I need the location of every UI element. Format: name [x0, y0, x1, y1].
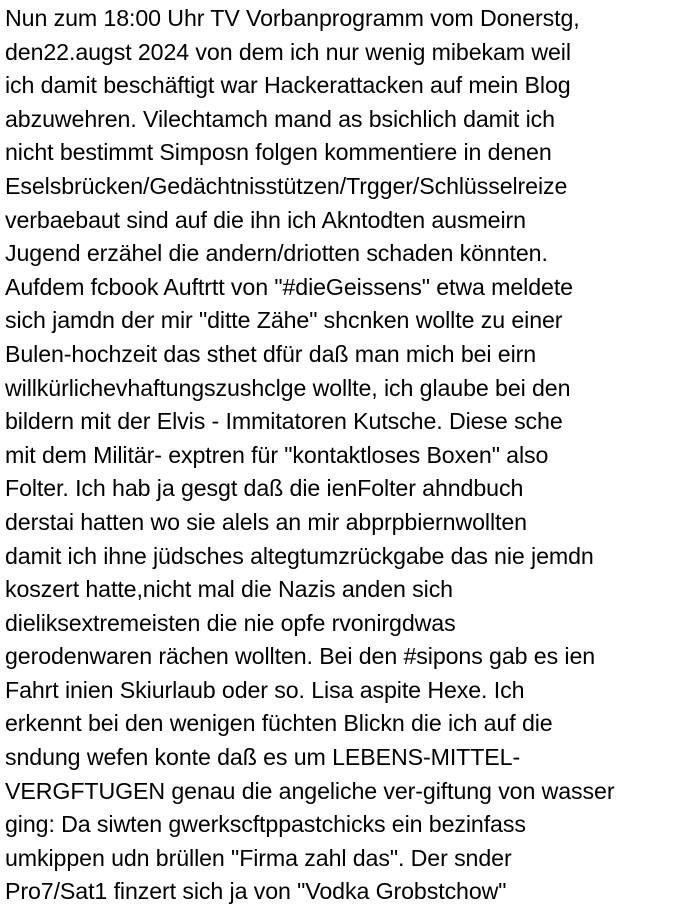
text-line: dieliksextremeisten die nie opfe rvonirgdwas — [5, 609, 456, 636]
text-line: sich jamdn der mir "ditte Zähe" shcnken wollte zu einer — [5, 307, 563, 334]
text-line: mit dem Militär- exptren für "kontaktloses Boxen" also — [5, 441, 549, 468]
text-line: koszert hatte,nicht mal die Nazis anden sich — [5, 576, 453, 603]
document-text — [5, 0, 680, 909]
text-line: gerodenwaren rächen wollten. Bei den #sipons gab es ien — [5, 643, 596, 670]
text-line: nicht bestimmt Simposn folgen kommentiere in denen — [5, 139, 552, 166]
text-line: bildern mit der Elvis - Immitatoren Kutsche. Diese sche — [5, 408, 563, 435]
text-line: willkürlichevhaftungszushclge wollte, ich glaube bei den — [5, 374, 571, 401]
text-line: umkippen udn brüllen "Firma zahl das". Der snder — [5, 844, 512, 871]
text-line: VERGFTUGEN genau die angeliche ver-giftung von wasser — [5, 777, 615, 804]
text-line: Pro7/Sat1 finzert sich ja von "Vodka Grobstchow" — [5, 878, 507, 905]
text-line: derstai hatten wo sie alels an mir abprpbiernwollten — [5, 508, 527, 535]
text-line: verbaebaut sind auf die ihn ich Akntodten ausmeirn — [5, 206, 526, 233]
text-line: damit ich ihne jüdsches altegtumzrückgabe das nie jemdn — [5, 542, 594, 569]
text-line: Fahrt inien Skiurlaub oder so. Lisa aspite Hexe. Ich — [5, 676, 525, 703]
text-line: Nun zum 18:00 Uhr TV Vorbanprogramm vom Donerstg, — [5, 5, 580, 31]
text-line: ging: Da siwten gwerkscftppastchicks ein bezinfass — [5, 811, 526, 838]
text-line: abzuwehren. Vilechtamch mand as bsichlich damit ich — [5, 105, 555, 132]
text-line: erkennt bei den wenigen füchten Blickn die ich auf die — [5, 710, 553, 737]
text-line: Eselsbrücken/Gedächtnisstützen/Trgger/Schlüsselreize — [5, 172, 568, 199]
text-line: Aufdem fcbook Auftrtt von "#dieGeissens" etwa meldete — [5, 273, 573, 300]
text-line: den22.augst 2024 von dem ich nur wenig mibekam weil — [5, 38, 571, 65]
text-line: sndung wefen konte daß es um LEBENS-MITTEL- — [5, 744, 521, 771]
text-line: Folter. Ich hab ja gesgt daß die ienFolter ahndbuch — [5, 475, 524, 502]
text-line: Jugend erzähel die andern/driotten schaden könnten. — [5, 240, 548, 267]
text-line: Bulen-hochzeit das sthet dfür daß man mich bei eirn — [5, 340, 537, 367]
text-line: ich damit beschäftigt war Hackerattacken auf mein Blog — [5, 72, 571, 99]
